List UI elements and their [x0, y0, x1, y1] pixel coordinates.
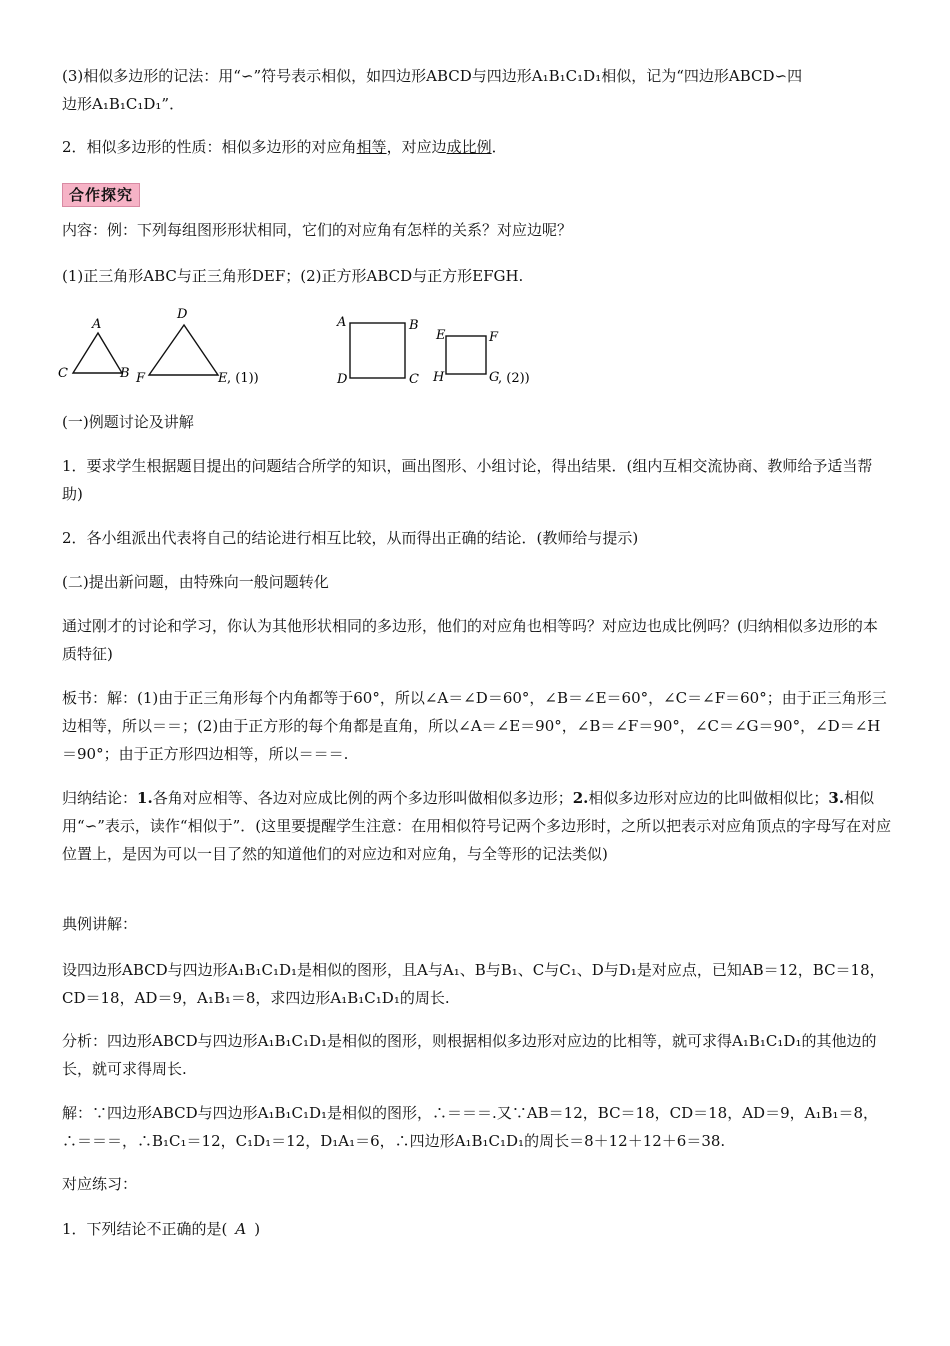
label-a-large-square: A	[337, 315, 347, 330]
triangle-def	[149, 325, 218, 375]
label-f-large-triangle: F	[136, 371, 146, 386]
label-h-small-square: H	[433, 370, 445, 385]
content-line: 内容：例：下列每组图形形状相同，它们的对应角有怎样的关系？对应边呢？	[62, 221, 573, 239]
conclusion-number-1: 1.	[137, 789, 153, 807]
part2-title: (二)提出新问题，由特殊向一般问题转化	[62, 573, 329, 591]
conclusion-text-1: 各角对应相等、各边对应成比例的两个多边形叫做相似多边形；	[152, 789, 573, 807]
property-end: ．	[491, 138, 507, 156]
part1-title: (一)例题讨论及讲解	[62, 413, 194, 431]
property-ratio-answer: 成比例	[446, 138, 492, 156]
property-mid: ，对应边	[386, 138, 447, 156]
conclusion-text-2: 相似多边形对应边的比叫做相似比；	[588, 789, 829, 807]
figure-tag-1: , (1))	[227, 371, 259, 386]
example-figures-caption: (1)正三角形ABC与正三角形DEF；(2)正方形ABCD与正方形EFGH.	[62, 267, 524, 285]
label-d-large-square: D	[337, 372, 348, 387]
label-g-small-square: G	[489, 370, 500, 385]
conclusion-number-2: 2.	[572, 789, 589, 807]
question-1-answer: A	[235, 1220, 247, 1238]
similar-polygon-property	[62, 133, 892, 161]
generalization-question: 通过刚才的讨论和学习，你认为其他形状相同的多边形，他们的对应角也相等吗？对应边也成比例吗？(归纳相似多边形的本质特征)	[62, 617, 878, 663]
section-badge-cooperative-inquiry: 合作探究	[62, 183, 140, 207]
square-abcd	[350, 323, 405, 378]
example-analysis: 分析：四边形ABCD与四边形A₁B₁C₁D₁是相似的图形，则根据相似多边形对应边的比相等，就可求得A₁B₁C₁D₁的其他边的长，就可求得周长.	[62, 1032, 877, 1078]
practice-title: 对应练习：	[62, 1175, 138, 1193]
label-f-small-square: F	[489, 330, 499, 345]
conclusion-number-3: 3.	[828, 789, 845, 807]
label-b-large-square: B	[409, 318, 419, 333]
label-c-small-triangle: C	[58, 366, 68, 381]
example-solution: 解：∵四边形ABCD与四边形A₁B₁C₁D₁是相似的图形，∴＝＝＝.又∵AB＝12，BC＝18，CD＝18，AD＝9，A₁B₁＝8，∴＝＝＝，∴B₁C₁＝12，C₁D₁＝12，D₁A₁＝6，∴四边形A₁B₁C₁D₁的周长＝8＋12＋12＋6＝38.	[62, 1104, 879, 1150]
square-efgh	[446, 336, 486, 374]
practice-question-1	[62, 1215, 892, 1243]
label-a-small-triangle: A	[92, 317, 102, 332]
label-e-large-triangle: E	[218, 371, 228, 386]
conclusion-prefix: 归纳结论：	[62, 789, 138, 807]
similar-polygon-notation-line2: 边形A₁B₁C₁D₁”．	[62, 95, 185, 113]
question-1-suffix: )	[254, 1220, 261, 1238]
conclusion-text-3: 相似用“∽”表示，读作“相似于”．(这里要提醒学生注意：在用相似符号记两个多边形时，之所以把表示对应角顶点的字母写在对应位置上，是因为可以一目了然的知道他们的对应边和对应角，与全等形的记法类似)	[62, 789, 892, 863]
example-figures	[50, 305, 570, 395]
similar-polygon-notation-line1: (3)相似多边形的记法：用“∽”符号表示相似，如四边形ABCD与四边形A₁B₁C₁D₁相似，记为“四边形ABCD∽四	[62, 67, 803, 85]
example-title: 典例讲解：	[62, 915, 138, 933]
question-1-prefix: 1．下列结论不正确的是(	[62, 1220, 228, 1238]
label-c-large-square: C	[409, 372, 419, 387]
property-prefix: 2．相似多边形的性质：相似多边形的对应角	[62, 138, 357, 156]
example-problem: 设四边形ABCD与四边形A₁B₁C₁D₁是相似的图形，且A与A₁、B与B₁、C与C₁、D与D₁是对应点，已知AB＝12，BC＝18，CD＝18，AD＝9，A₁B₁＝8，求四边形A₁B₁C₁D₁的周长.	[62, 961, 885, 1007]
discussion-item-1: 1．要求学生根据题目提出的问题结合所学的知识，画出图形、小组讨论，得出结果．(组内互相交流协商、教师给予适当帮助)	[62, 457, 873, 503]
summary-conclusion	[62, 784, 892, 868]
property-equal-answer: 相等	[356, 138, 387, 156]
label-b-small-triangle: B	[120, 366, 130, 381]
board-solution: 板书：解：(1)由于正三角形每个内角都等于60°，所以∠A＝∠D＝60°，∠B＝∠E＝60°，∠C＝∠F＝60°；由于正三角形三边相等，所以＝＝；(2)由于正方形的每个角都是直角，所以∠A＝∠E＝90°，∠B＝∠F＝90°，∠C＝∠G＝90°，∠D＝∠H＝90°；由于正方形四边相等，所以＝＝＝.	[62, 689, 887, 763]
figure-tag-2: , (2))	[498, 371, 530, 386]
label-e-small-square: E	[436, 328, 446, 343]
label-d-large-triangle: D	[177, 307, 188, 322]
triangle-abc	[73, 333, 122, 373]
discussion-item-2: 2．各小组派出代表将自己的结论进行相互比较，从而得出正确的结论．(教师给与提示)	[62, 529, 639, 547]
